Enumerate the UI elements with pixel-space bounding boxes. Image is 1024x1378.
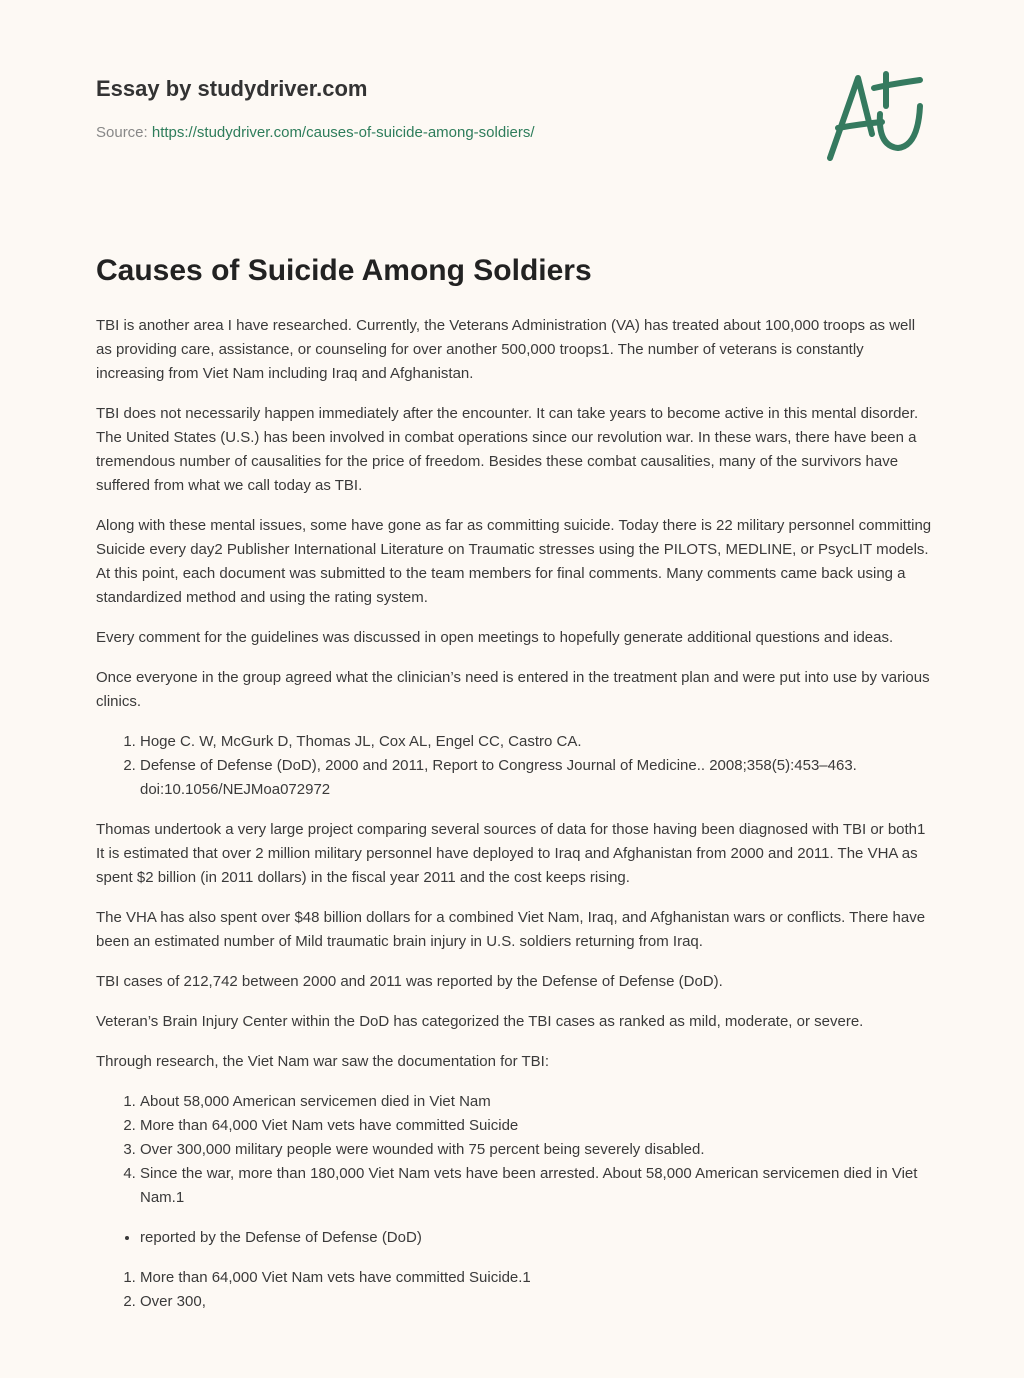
bullet-list [96,1226,932,1250]
list-item: • reported by the Defense of Defense (DoD) [140,1226,932,1250]
paragraph: TBI does not necessarily happen immediately after the encounter. It can take years to become active in this mental disorder. The United States (U.S.) has been involved in combat operations since our revolution war. In these wars, there have been a tremendous number of causalities for the price of freedom. Besides these combat causalities, many of the survivors have suffered from what we call today as TBI. [96,405,919,494]
a-plus-logo [820,66,930,166]
paragraph: Along with these mental issues, some have gone as far as committing suicide. Today there is 22 military personnel committing Suicide every day2 Publisher International Literature on Traumatic stresses using the PILOTS, MEDLINE, or PsycLIT models. At this point, each document was submitted to the team members for final comments. Many comments came back using a standardized method and using the rating system. [96,517,932,606]
list-item: 2. Over 300, [140,1290,932,1314]
list-item: 1. About 58,000 American servicemen died in Viet Nam [140,1090,932,1114]
list-item: 1. More than 64,000 Viet Nam vets have committed Suicide.1 [140,1266,932,1290]
list-item: 4. Since the war, more than 180,000 Viet Nam vets have been arrested. About 58,000 American servicemen died in Viet Nam.1 [140,1162,932,1210]
facts-list-2 [96,1266,932,1314]
paragraph: Once everyone in the group agreed what the clinician’s need is entered in the treatment plan and were put into use by various clinics. [96,669,930,710]
paragraph: Thomas undertook a very large project comparing several sources of data for those having been diagnosed with TBI or both1 It is estimated that over 2 million military personnel have deployed to Iraq and Afghanistan from 2000 and 2011. The VHA as spent $2 billion (in 2011 dollars) in the fiscal year 2011 and the cost keeps rising. [96,821,926,886]
paragraph: TBI is another area I have researched. Currently, the Veterans Administration (VA) has treated about 100,000 troops as well as providing care, assistance, or counseling for over another 500,000 troops1. The number of veterans is constantly increasing from Viet Nam including Iraq and Afghanistan. [96,317,916,382]
list-item: 2. More than 64,000 Viet Nam vets have committed Suicide [140,1114,932,1138]
list-item: 3. Over 300,000 military people were wounded with 75 percent being severely disabled. [140,1138,932,1162]
article-title: Causes of Suicide Among Soldiers [96,254,592,287]
site-brand: Essay by studydriver.com [96,76,368,101]
source-line [96,124,535,141]
facts-list [96,1090,932,1210]
paragraph: Through research, the Viet Nam war saw the documentation for TBI: [96,1053,550,1070]
source-label: Source: [96,124,152,141]
paragraph: TBI cases of 212,742 between 2000 and 2011 was reported by the Defense of Defense (DoD). [96,973,723,990]
source-link[interactable]: https://studydriver.com/causes-of-suicide-among-soldiers/ [151,124,535,141]
paragraph: Every comment for the guidelines was discussed in open meetings to hopefully generate additional questions and ideas. [96,629,894,646]
list-item: 1. Hoge C. W, McGurk D, Thomas JL, Cox AL, Engel CC, Castro CA. [140,730,932,754]
list-item: 2. Defense of Defense (DoD), 2000 and 2011, Report to Congress Journal of Medicine.. 2008;358(5):453–463. doi:10.1056/NEJMoa072972 [140,754,932,802]
paragraph: Veteran’s Brain Injury Center within the DoD has categorized the TBI cases as ranked as mild, moderate, or severe. [96,1013,864,1030]
paragraph: The VHA has also spent over $48 billion dollars for a combined Viet Nam, Iraq, and Afghanistan wars or conflicts. There have been an estimated number of Mild traumatic brain injury in U.S. soldiers returning from Iraq. [96,909,926,950]
article-body [96,314,932,1330]
references-list [96,730,932,802]
